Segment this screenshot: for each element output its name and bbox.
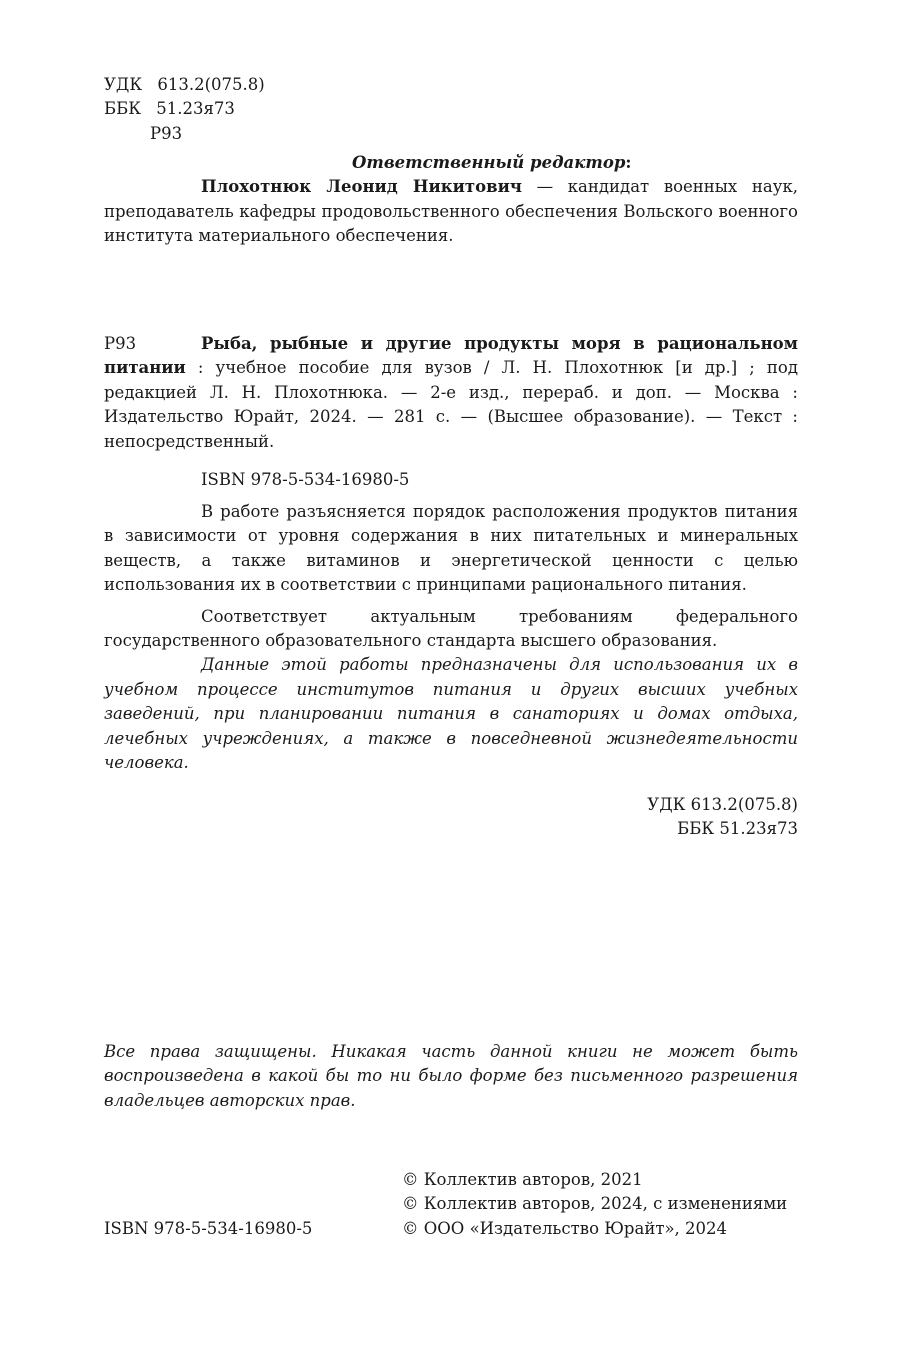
rights-notice: Все права защищены. Никакая часть данной книги не может быть воспроизведена в какой бы то ни было форме без письменного разрешения владельцев авторских прав. <box>104 1042 798 1110</box>
bibliography-isbn: ISBN 978-5-534-16980-5 <box>201 470 410 490</box>
copyright-line-3: © ООО «Издательство Юрайт», 2024 <box>402 1218 728 1238</box>
udk-row <box>104 73 265 97</box>
copyright-block <box>402 1168 787 1241</box>
bbk-value: 51.23я73 <box>156 99 235 119</box>
copyright-line-1: © Коллектив авторов, 2021 <box>402 1170 643 1189</box>
annotation-paragraph-2: Соответствует актуальным требованиям федерального государственного образовательного стандарта высшего образования. <box>104 606 798 651</box>
annotation-paragraph-1: В работе разъясняется порядок расположения продуктов питания в зависимости от уровня содержания в них питательных и минеральных веществ, а также витаминов и энергетической ценности с целью использования их в соответствии с принципами рационального питания. <box>104 502 798 595</box>
editor-block <box>104 151 798 249</box>
bibliography-description <box>104 332 798 454</box>
classification-codes <box>104 73 265 146</box>
editor-description: — кандидат военных наук, преподаватель кафедры продовольственного обеспечения Вольского военного института материального обеспечения. <box>104 177 798 246</box>
editor-info <box>104 175 798 248</box>
editor-heading-colon: : <box>625 153 632 172</box>
bibliography-sign: Р93 <box>104 334 137 353</box>
book-title: Рыба, рыбные и другие продукты моря в рациональном питании <box>104 334 798 378</box>
author-sign: Р93 <box>150 123 183 143</box>
udk-value: 613.2(075.8) <box>157 75 265 94</box>
footer-udk: УДК 613.2(075.8) <box>647 795 798 814</box>
bibliography-record <box>104 332 798 492</box>
bibliography-details: : учебное пособие для вузов / Л. Н. Плохотнюк [и др.] ; под редакцией Л. Н. Плохотнюка. — 2-е изд., перераб. и доп. — Москва : Издательство Юрайт, 2024. — 281 с. — (Высшее образование). — Текст : непосредственный. <box>104 358 798 451</box>
footer-bbk: ББК 51.23я73 <box>677 819 798 839</box>
annotation <box>104 500 798 775</box>
author-sign-row <box>104 122 265 146</box>
bbk-row <box>104 97 265 121</box>
copyright-line-2: © Коллектив авторов, 2024, с изменениями <box>402 1194 788 1214</box>
annotation-paragraph-3: Данные этой работы предназначены для использования их в учебном процессе институтов питания и других высших учебных заведений, при планировании питания в санаториях и домах отдыха, лечебных учреждениях, а также в повседневной жизнедеятельности человека. <box>104 655 798 773</box>
classification-footer <box>104 793 798 842</box>
footer-isbn: ISBN 978-5-534-16980-5 <box>104 1219 313 1238</box>
editor-heading-row <box>104 151 798 175</box>
editor-name: Плохотнюк Леонид Никитович <box>201 177 522 197</box>
editor-heading: Ответственный редактор <box>352 153 626 172</box>
udk-label: УДК <box>104 75 143 94</box>
bbk-label: ББК <box>104 99 142 119</box>
